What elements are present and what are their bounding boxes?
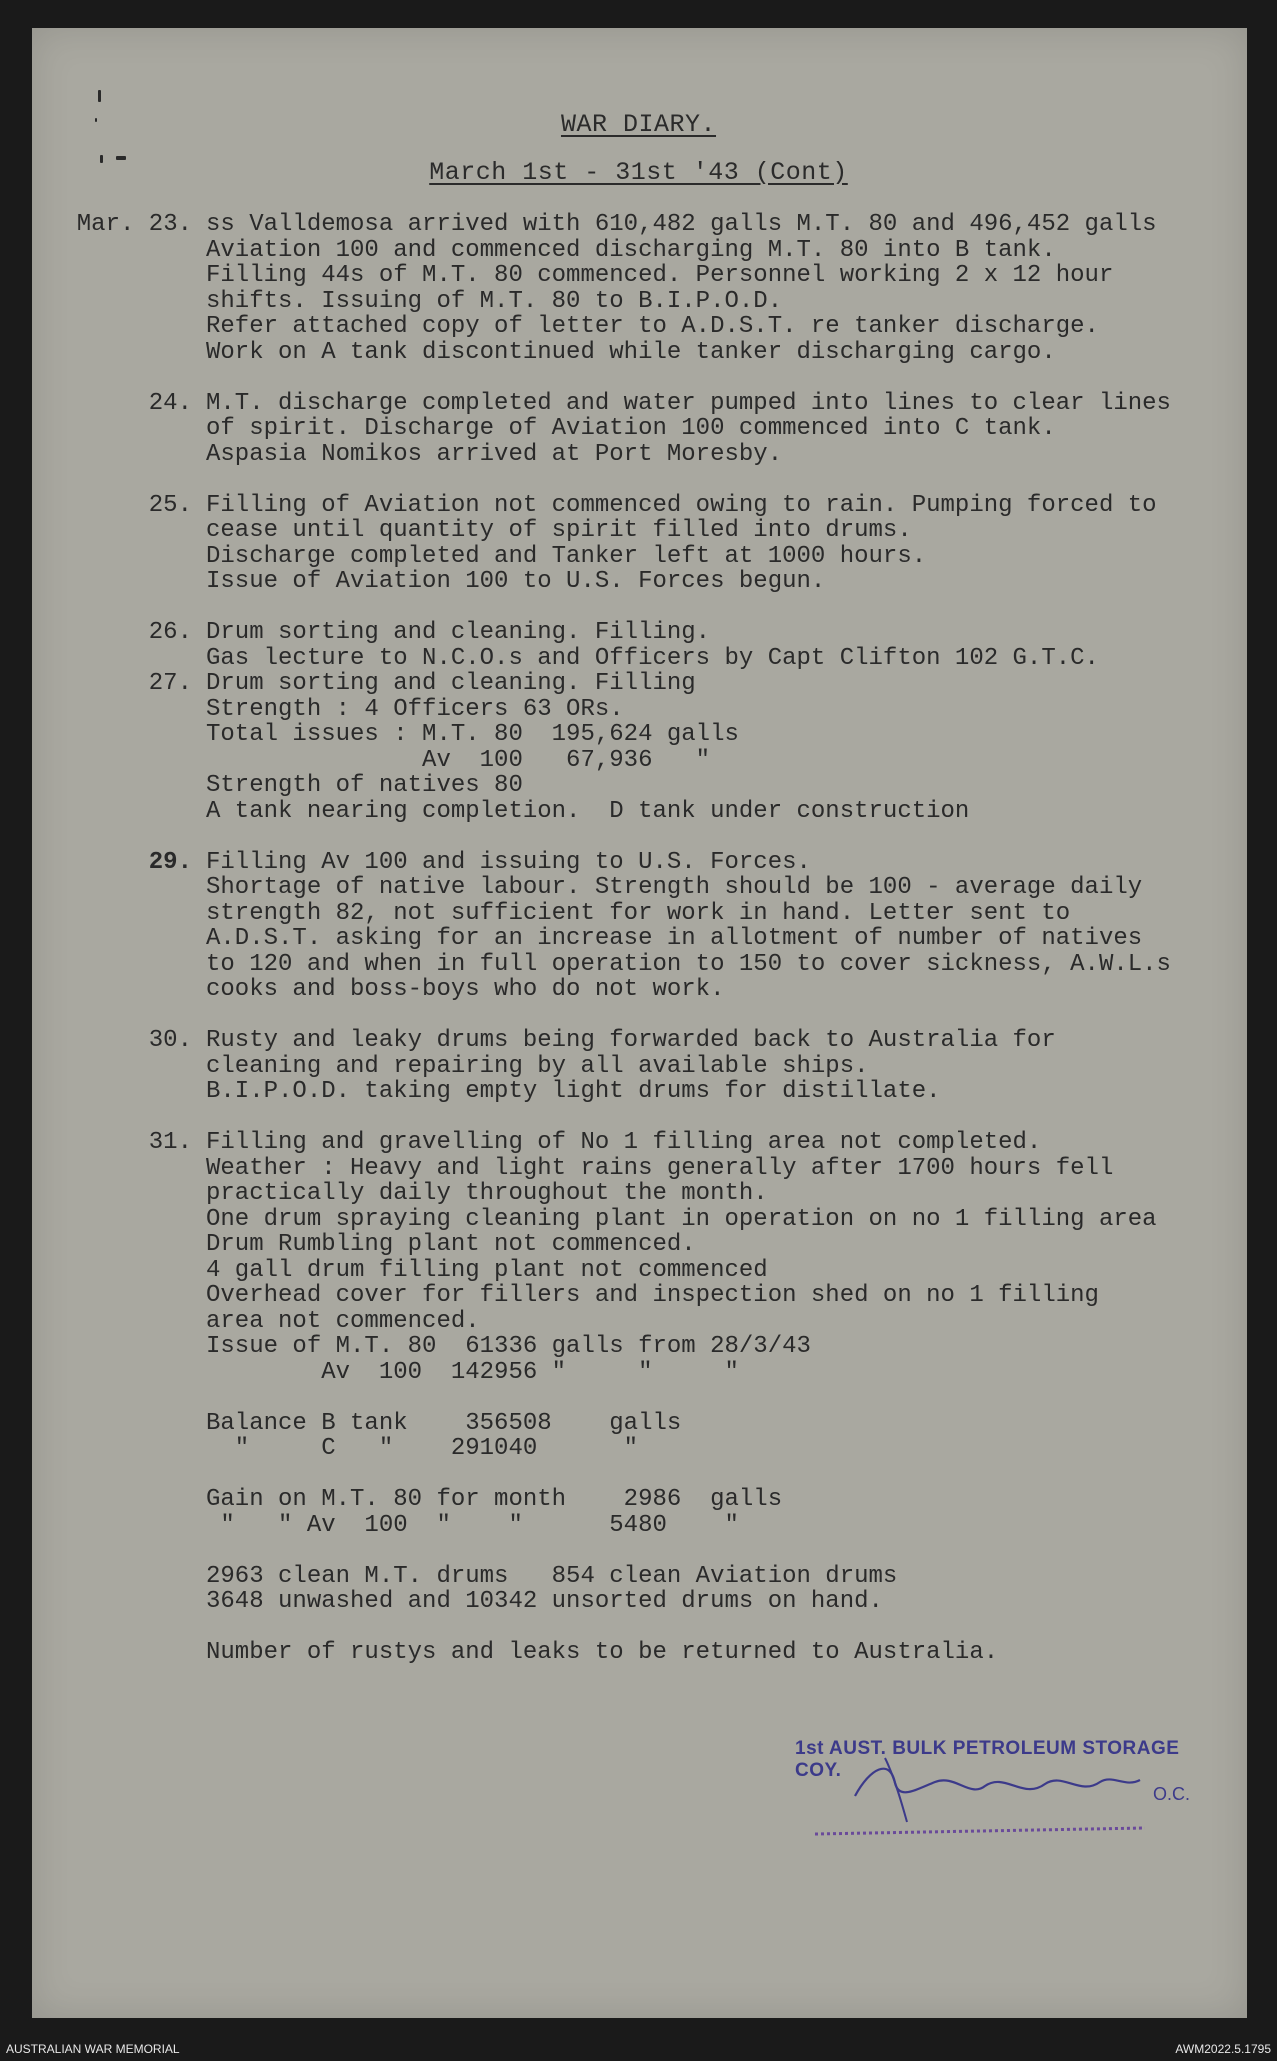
entry-date: 26. [148,619,192,646]
entry-line: Issue of M.T. 80 61336 galls from 28/3/43 [206,1333,811,1360]
entry-body [206,1028,1056,1105]
diary-entries [52,212,1252,1666]
entry-line [206,1538,1157,1564]
entry-body [206,1130,1157,1666]
entry-line: 2963 clean M.T. drums 854 clean Aviation drums [206,1562,898,1590]
entry-line: " " Av 100 " " 5480 " [206,1511,739,1539]
entry-line: Aviation 100 and commenced discharging M.T. 80 into B tank. [206,236,1056,264]
entry-gap [52,467,1252,493]
diary-entry [52,850,1252,1003]
entry-line: Gas lecture to N.C.O.s and Officers by Capt Clifton 102 G.T.C. [206,644,1099,672]
entry-line: shifts. Issuing of M.T. 80 to B.I.P.O.D. [206,287,783,315]
entry-line: 3648 unwashed and 10342 unsorted drums on hand. [206,1588,883,1615]
entry-line: practically daily throughout the month. [206,1180,768,1207]
diary-entry [52,620,1252,671]
entry-line: Av 100 142956 " " " [206,1358,739,1386]
entry-line: cease until quantity of spirit filled into drums. [206,517,912,544]
stamp-role: O.C. [1153,1784,1191,1804]
entry-line: 4 gall drum filling plant not commenced [206,1256,768,1284]
entry-line: Weather : Heavy and light rains generally after 1700 hours fell [206,1154,1114,1182]
entry-line: Filling 44s of M.T. 80 commenced. Personnel working 2 x 12 hour [206,262,1114,289]
unit-stamp [795,1738,1215,1848]
entry-line: Drum Rumbling plant not commenced. [206,1231,696,1258]
entry-line: Rusty and leaky drums being forwarded back to Australia for [206,1027,1056,1054]
entry-line [206,1385,1157,1411]
entry-line: Refer attached copy of letter to A.D.S.T. re tanker discharge. [206,313,1099,340]
entry-line: Total issues : M.T. 80 195,624 galls [206,721,739,748]
entry-date: 30. [148,1027,192,1054]
diary-subtitle: March 1st - 31st '43 (Cont) [429,158,848,187]
diary-entry [52,212,1252,365]
entry-date: Mar. 23. [76,211,192,238]
entry-body [206,671,969,824]
diary-entry [52,1028,1252,1105]
entry-date: 24. [148,389,192,417]
entry-line: to 120 and when in full operation to 150 to cover sickness, A.W.L.s [206,950,1171,978]
entry-line [206,1462,1157,1488]
diary-entry [52,1130,1252,1666]
entry-line: Number of rustys and leaks to be returned to Australia. [206,1639,999,1666]
entry-line: cleaning and repairing by all available ships. [206,1052,869,1080]
entry-line: A.D.S.T. asking for an increase in allotment of number of natives [206,925,1143,952]
diary-entry [52,391,1252,468]
entry-line: M.T. discharge completed and water pumped into lines to clear lines [206,389,1171,417]
entry-line: Aspasia Nomikos arrived at Port Moresby. [206,440,783,468]
entry-gap [52,1105,1252,1131]
entry-line: cooks and boss-boys who do not work. [206,976,725,1003]
entry-line: B.I.P.O.D. taking empty light drums for distillate. [206,1078,941,1105]
entry-line: Issue of Aviation 100 to U.S. Forces begun. [206,568,826,595]
footer-institution: AUSTRALIAN WAR MEMORIAL [6,2042,180,2056]
diary-entry [52,671,1252,824]
archive-footer [0,2036,1277,2061]
entry-line: Discharge completed and Tanker left at 1000 hours. [206,542,927,570]
entry-line: Av 100 67,936 " [206,746,711,774]
entry-body [206,212,1157,365]
entry-gap [52,365,1252,391]
entry-gap [52,1003,1252,1029]
entry-line: Gain on M.T. 80 for month 2986 galls [206,1486,783,1513]
entry-line: of spirit. Discharge of Aviation 100 commenced into C tank. [206,415,1056,442]
entry-line: One drum spraying cleaning plant in operation on no 1 filling area [206,1205,1157,1233]
entry-line: ss Valldemosa arrived with 610,482 galls M.T. 80 and 496,452 galls [206,211,1157,238]
stamp-organisation: 1st AUST. BULK PETROLEUM STORAGE COY. [795,1738,1180,1781]
entry-line: Work on A tank discontinued while tanker discharging cargo. [206,338,1056,366]
diary-entry [52,493,1252,595]
entry-line: Shortage of native labour. Strength should be 100 - average daily [206,874,1143,901]
entry-line: area not commenced. [206,1307,480,1335]
entry-body [206,391,1171,468]
entry-line: Filling and gravelling of No 1 filling area not completed. [206,1129,1042,1156]
footer-reference: AWM2022.5.1795 [1175,2042,1271,2056]
entry-line: Drum sorting and cleaning. Filling [206,670,696,697]
entry-line: " C " 291040 " [206,1435,639,1462]
entry-line: strength 82, not sufficient for work in hand. Letter sent to [206,899,1071,927]
entry-line: Drum sorting and cleaning. Filling. [206,619,711,646]
entry-body [206,850,1171,1003]
entry-date: 25. [148,491,192,519]
entry-line: Filling of Aviation not commenced owing to rain. Pumping forced to [206,491,1157,519]
entry-line: Overhead cover for fillers and inspection shed on no 1 filling [206,1282,1099,1309]
entry-line: Filling Av 100 and issuing to U.S. Forces. [206,848,811,876]
entry-line: Strength : 4 Officers 63 ORs. [206,695,624,723]
entry-body [206,620,1099,671]
entry-date: 27. [148,670,192,697]
entry-line [206,1615,1157,1641]
entry-date: 31. [148,1129,192,1156]
entry-body [206,493,1157,595]
diary-title: WAR DIARY. [560,110,717,139]
entry-date: 29. [148,848,192,876]
entry-gap [52,824,1252,850]
entry-line: Strength of natives 80 [206,772,523,799]
signature-mark [795,1738,1215,1848]
entry-line: Balance B tank 356508 galls [206,1409,682,1437]
entry-gap [52,595,1252,621]
entry-line: A tank nearing completion. D tank under construction [206,797,970,825]
